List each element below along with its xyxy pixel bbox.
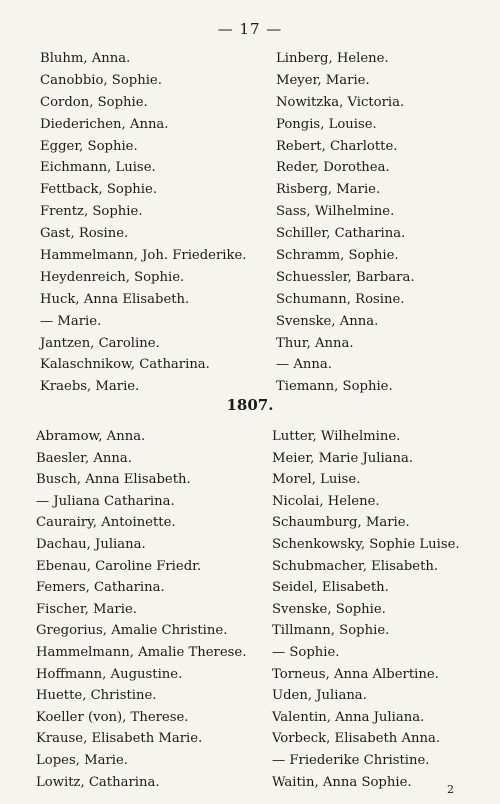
name-entry: Gast, Rosine. bbox=[40, 226, 129, 242]
name-entry: — Sophie. bbox=[272, 644, 340, 660]
name-entry: Lutter, Wilhelmine. bbox=[272, 429, 401, 444]
name-entry: Pongis, Louise. bbox=[276, 116, 377, 132]
name-entry: — Anna. bbox=[276, 357, 332, 373]
name-entry: Nowitzka, Victoria. bbox=[276, 94, 405, 110]
name-entry: Kraebs, Marie. bbox=[40, 379, 140, 395]
name-entry: Fischer, Marie. bbox=[36, 601, 137, 617]
name-entry: — Friederike Christine. bbox=[272, 752, 430, 768]
name-entry: Tiemann, Sophie. bbox=[276, 379, 393, 395]
name-list-left-column bbox=[40, 48, 246, 398]
name-entry: — Marie. bbox=[40, 313, 102, 329]
name-entry: Reder, Dorothea. bbox=[276, 160, 390, 176]
name-entry: Huette, Christine. bbox=[36, 688, 157, 704]
name-entry: Heydenreich, Sophie. bbox=[40, 269, 185, 285]
name-entry: Krause, Elisabeth Marie. bbox=[36, 731, 203, 747]
name-entry: Schiller, Catharina. bbox=[276, 226, 406, 242]
name-entry: Gregorius, Amalie Christine. bbox=[36, 623, 228, 639]
name-entry: Seidel, Elisabeth. bbox=[272, 580, 389, 596]
name-list-1807-left-column bbox=[36, 426, 246, 793]
name-entry: Svenske, Sophie. bbox=[272, 601, 386, 617]
name-entry: Huck, Anna Elisabeth. bbox=[40, 291, 190, 307]
name-entry: Waitin, Anna Sophie. bbox=[272, 774, 412, 790]
name-list-1807-right-column bbox=[272, 426, 460, 793]
name-entry: Meier, Marie Juliana. bbox=[272, 450, 414, 466]
page-number-header: — 17 — bbox=[217, 20, 283, 38]
name-entry: Kalaschnikow, Catharina. bbox=[40, 357, 210, 373]
name-entry: Lowitz, Catharina. bbox=[36, 774, 160, 790]
printer-signature-mark: 2 bbox=[447, 783, 454, 796]
name-entry: Bluhm, Anna. bbox=[40, 51, 131, 66]
name-entry: Jantzen, Caroline. bbox=[40, 335, 160, 351]
name-entry: Hoffmann, Augustine. bbox=[36, 666, 183, 682]
name-entry: Lopes, Marie. bbox=[36, 752, 128, 768]
name-list-right-column bbox=[276, 48, 415, 398]
name-entry: Busch, Anna Elisabeth. bbox=[36, 472, 191, 488]
name-entry: Hammelmann, Amalie Therese. bbox=[36, 644, 247, 660]
name-entry: Thur, Anna. bbox=[276, 335, 354, 351]
name-entry: Canobbio, Sophie. bbox=[40, 72, 162, 88]
name-entry: Koeller (von), Therese. bbox=[36, 709, 189, 725]
name-entry: Ebenau, Caroline Friedr. bbox=[36, 558, 202, 574]
name-entry: Valentin, Anna Juliana. bbox=[272, 709, 425, 725]
name-entry: Frentz, Sophie. bbox=[40, 204, 143, 220]
name-entry: Baesler, Anna. bbox=[36, 450, 132, 466]
name-entry: Nicolai, Helene. bbox=[272, 493, 380, 509]
name-entry: Schenkowsky, Sophie Luise. bbox=[272, 536, 460, 552]
name-entry: Femers, Catharina. bbox=[36, 580, 165, 596]
name-entry: Schuessler, Barbara. bbox=[276, 269, 415, 285]
name-entry: Rebert, Charlotte. bbox=[276, 138, 398, 154]
name-entry: Cordon, Sophie. bbox=[40, 94, 148, 110]
name-entry: Schramm, Sophie. bbox=[276, 248, 399, 264]
name-entry: Diederichen, Anna. bbox=[40, 116, 169, 132]
name-entry: Risberg, Marie. bbox=[276, 182, 381, 198]
name-entry: Meyer, Marie. bbox=[276, 72, 370, 88]
name-entry: Sass, Wilhelmine. bbox=[276, 204, 395, 220]
name-entry: Svenske, Anna. bbox=[276, 313, 379, 329]
name-entry: Vorbeck, Elisabeth Anna. bbox=[272, 731, 441, 747]
name-entry: Fettback, Sophie. bbox=[40, 182, 158, 198]
name-entry: Schumann, Rosine. bbox=[276, 291, 405, 307]
name-entry: Abramow, Anna. bbox=[36, 429, 146, 444]
name-entry: Linberg, Helene. bbox=[276, 51, 389, 66]
name-entry: Dachau, Juliana. bbox=[36, 536, 146, 552]
name-entry: Caurairy, Antoinette. bbox=[36, 515, 176, 531]
name-entry: Hammelmann, Joh. Friederike. bbox=[40, 248, 247, 264]
name-entry: Egger, Sophie. bbox=[40, 138, 138, 154]
name-entry: Tillmann, Sophie. bbox=[272, 623, 390, 639]
name-entry: Schaumburg, Marie. bbox=[272, 515, 410, 531]
name-entry: Uden, Juliana. bbox=[272, 688, 367, 704]
name-entry: Eichmann, Luise. bbox=[40, 160, 156, 176]
name-entry: Morel, Luise. bbox=[272, 472, 361, 488]
year-heading: 1807. bbox=[226, 396, 274, 414]
name-entry: — Juliana Catharina. bbox=[36, 493, 175, 509]
name-entry: Schubmacher, Elisabeth. bbox=[272, 558, 439, 574]
name-entry: Torneus, Anna Albertine. bbox=[272, 666, 439, 682]
